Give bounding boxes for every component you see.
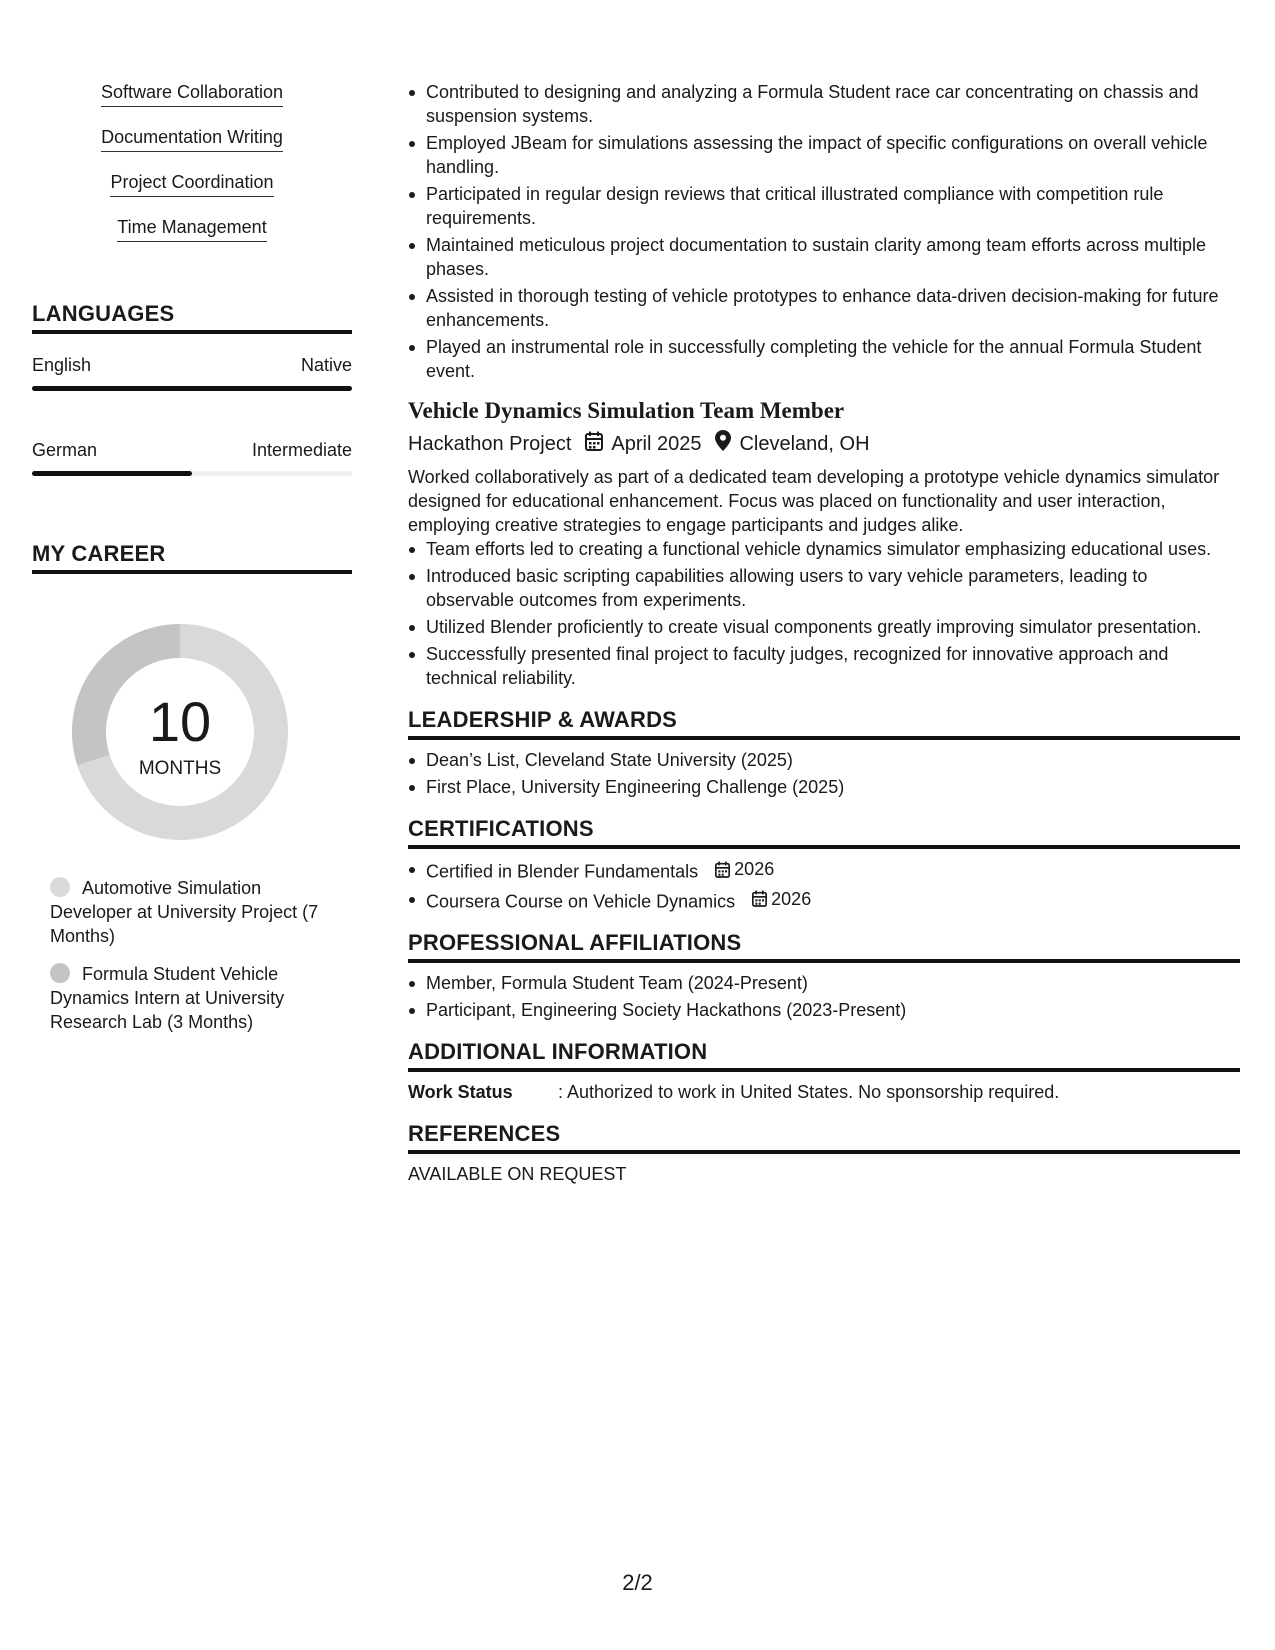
language-item bbox=[32, 354, 352, 391]
right-column bbox=[408, 80, 1240, 1186]
language-name: English bbox=[32, 355, 92, 375]
language-level: Intermediate bbox=[251, 440, 352, 460]
career-legend bbox=[50, 876, 320, 1034]
skill-item: Time Management bbox=[117, 215, 266, 242]
language-item bbox=[32, 439, 352, 476]
skills-list bbox=[32, 80, 352, 260]
work-status-label: Work Status bbox=[408, 1082, 513, 1102]
certifications-list bbox=[408, 857, 1240, 913]
references-text: AVAILABLE ON REQUEST bbox=[408, 1164, 627, 1184]
certification-date bbox=[752, 887, 811, 911]
affiliations-heading: PROFESSIONAL AFFILIATIONS bbox=[408, 929, 1240, 963]
affiliations-list bbox=[408, 971, 1240, 1022]
calendar-icon bbox=[585, 431, 603, 458]
list-item: Member, Formula Student Team (2024-Present) bbox=[408, 971, 1240, 995]
donut-total-number: 10 bbox=[148, 690, 212, 753]
job-bullets bbox=[408, 537, 1240, 690]
list-item: Participated in regular design reviews that critical illustrated compliance with competition rule requirements. bbox=[408, 182, 1240, 230]
list-item: Utilized Blender proficiently to create visual components greatly improving simulator presentation. bbox=[408, 615, 1240, 639]
legend-label: Formula Student Vehicle Dynamics Intern at University Research Lab (3 Months) bbox=[50, 964, 285, 1032]
page-number: 2/2 bbox=[622, 1570, 653, 1595]
left-column bbox=[32, 80, 352, 1032]
skill-item: Documentation Writing bbox=[101, 125, 283, 152]
language-bar bbox=[32, 386, 352, 391]
job-company: Hackathon Project bbox=[408, 433, 572, 455]
list-item: Maintained meticulous project documentation to sustain clarity among team efforts across multiple phases. bbox=[408, 233, 1240, 281]
languages-heading: LANGUAGES bbox=[32, 300, 352, 334]
previous-job-bullets bbox=[408, 80, 1240, 383]
list-item: Employed JBeam for simulations assessing the impact of specific configurations on overall vehicle handling. bbox=[408, 131, 1240, 179]
language-level: Native bbox=[300, 355, 352, 375]
list-item: Successfully presented final project to faculty judges, recognized for innovative approach and technical reliability. bbox=[408, 642, 1240, 690]
leadership-list bbox=[408, 748, 1240, 799]
references-heading: REFERENCES bbox=[408, 1120, 1240, 1154]
list-item: Participant, Engineering Society Hackathons (2023-Present) bbox=[408, 998, 1240, 1022]
career-donut-chart bbox=[66, 618, 294, 846]
legend-item bbox=[50, 962, 320, 1034]
certification-year: 2026 bbox=[771, 888, 812, 909]
map-pin-icon bbox=[715, 430, 731, 458]
job-date: April 2025 bbox=[611, 433, 702, 455]
work-status-row bbox=[408, 1080, 1240, 1104]
job-meta bbox=[408, 430, 1240, 458]
language-bar bbox=[32, 471, 352, 476]
donut-total-unit: MONTHS bbox=[138, 758, 222, 779]
list-item: Team efforts led to creating a functional vehicle dynamics simulator emphasizing educational uses. bbox=[408, 537, 1240, 561]
leadership-heading: LEADERSHIP & AWARDS bbox=[408, 706, 1240, 740]
list-item bbox=[408, 887, 1240, 914]
skill-item: Project Coordination bbox=[110, 170, 273, 197]
job-description: Worked collaboratively as part of a dedicated team developing a prototype vehicle dynamics simulator designed for educational enhancement. Focus was placed on functionality and user interaction, employing creative strategies to engage participants and judges alike. bbox=[408, 467, 1220, 535]
certifications-heading: CERTIFICATIONS bbox=[408, 815, 1240, 849]
certification-name: Coursera Course on Vehicle Dynamics bbox=[426, 891, 736, 911]
list-item: Played an instrumental role in successfully completing the vehicle for the annual Formula Student event. bbox=[408, 335, 1240, 383]
language-bar-fill bbox=[32, 386, 352, 391]
legend-dot-icon bbox=[50, 877, 70, 897]
skill-item: Software Collaboration bbox=[101, 80, 283, 107]
language-name: German bbox=[32, 440, 98, 460]
legend-item bbox=[50, 876, 320, 948]
language-bar-fill bbox=[32, 471, 192, 476]
list-item: Introduced basic scripting capabilities allowing users to vary vehicle parameters, leading to observable outcomes from experiments. bbox=[408, 564, 1240, 612]
certification-year: 2026 bbox=[734, 859, 775, 879]
list-item bbox=[408, 857, 1240, 884]
job-title: Vehicle Dynamics Simulation Team Member bbox=[408, 398, 845, 423]
additional-info-heading: ADDITIONAL INFORMATION bbox=[408, 1038, 1240, 1072]
legend-dot-icon bbox=[50, 963, 70, 983]
work-status-value: : Authorized to work in United States. No sponsorship required. bbox=[558, 1082, 1060, 1102]
career-section bbox=[32, 540, 352, 1048]
list-item: Dean’s List, Cleveland State University (2025) bbox=[408, 748, 1240, 772]
legend-label: Automotive Simulation Developer at University Project (7 Months) bbox=[50, 878, 319, 946]
certification-date bbox=[715, 857, 774, 881]
list-item: First Place, University Engineering Challenge (2025) bbox=[408, 775, 1240, 799]
calendar-icon bbox=[752, 890, 767, 907]
list-item: Assisted in thorough testing of vehicle prototypes to enhance data-driven decision-making for future enhancements. bbox=[408, 284, 1240, 332]
languages-section bbox=[32, 300, 352, 476]
certification-name: Certified in Blender Fundamentals bbox=[426, 861, 699, 882]
job-location: Cleveland, OH bbox=[739, 433, 870, 455]
calendar-icon bbox=[715, 861, 730, 878]
career-heading: MY CAREER bbox=[32, 540, 352, 574]
list-item: Contributed to designing and analyzing a Formula Student race car concentrating on chassis and suspension systems. bbox=[408, 80, 1240, 128]
